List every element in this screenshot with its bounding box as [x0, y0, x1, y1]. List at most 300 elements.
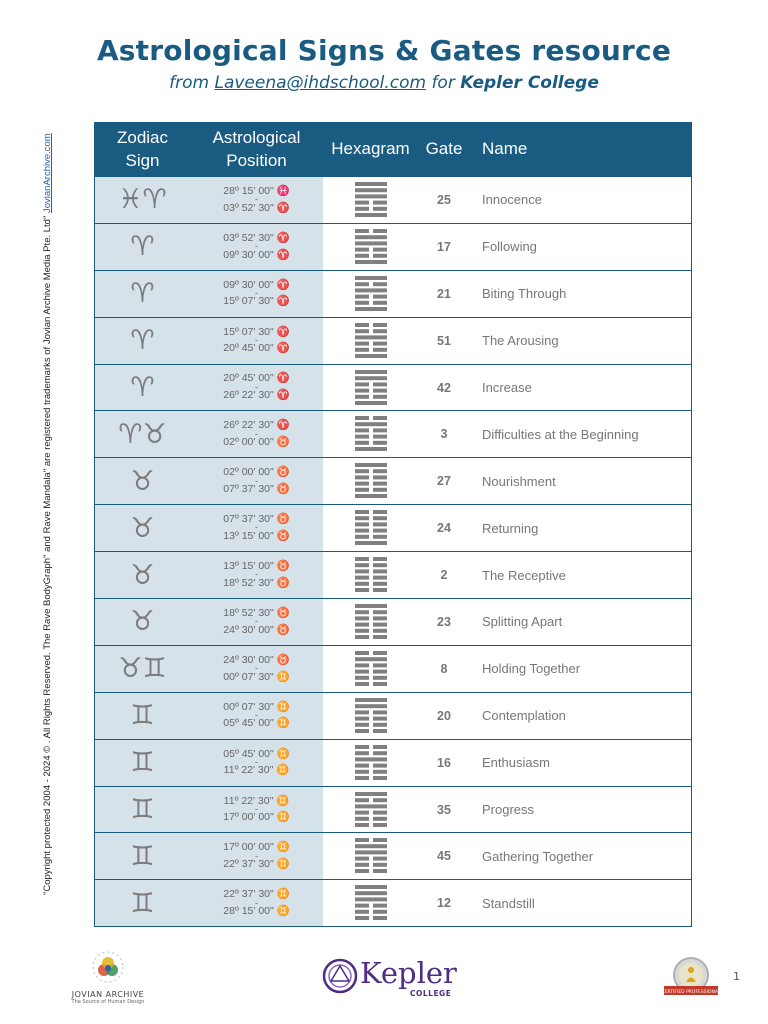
hexagram-line-solid	[355, 401, 387, 405]
header-zodiac-sign: Zodiac Sign	[116, 128, 169, 170]
hexagram-line-broken	[355, 535, 369, 539]
hexagram-line-broken	[355, 776, 369, 780]
hexagram-cell	[323, 318, 418, 364]
zodiac-sign-cell: ♊	[95, 880, 190, 926]
hexagram-cell	[323, 833, 418, 879]
hexagram-line-broken	[355, 588, 369, 592]
hexagram-icon	[355, 416, 387, 452]
astrological-position-cell	[190, 411, 323, 457]
hexagram-line-solid	[355, 704, 387, 708]
hexagram-line-broken	[373, 516, 387, 520]
astrological-position-cell	[190, 740, 323, 786]
hexagram-line-broken	[355, 635, 369, 639]
hexagram-line-solid	[355, 447, 387, 451]
hexagram-line-solid	[355, 792, 387, 796]
kepler-college-text: COLLEGE	[410, 989, 452, 998]
position-to: 26º 22' 30" ♈	[223, 389, 290, 402]
hexagram-line-broken	[373, 469, 387, 473]
hexagram-icon	[355, 323, 387, 359]
hexagram-line-broken	[355, 341, 369, 345]
position-separator: -	[255, 710, 258, 721]
table-row	[95, 270, 691, 317]
hexagram-line-solid	[355, 335, 387, 339]
hexagram-icon	[355, 885, 387, 921]
hexagram-line-solid	[355, 188, 387, 192]
hexagram-line-solid	[355, 845, 387, 849]
hexagram-line-broken	[373, 429, 387, 433]
hexagram-icon	[355, 229, 387, 265]
zodiac-sign-cell: ♈	[95, 365, 190, 411]
hexagram-line-broken	[373, 382, 387, 386]
hexagram-line-broken	[373, 254, 387, 258]
hexagram-cell	[323, 365, 418, 411]
table-row	[95, 364, 691, 411]
hexagram-line-solid	[355, 757, 387, 761]
position-to: 09º 30' 00" ♈	[223, 248, 290, 261]
hexagram-line-broken	[355, 469, 369, 473]
jovian-logo-tagline: The Source of Human Design	[71, 999, 145, 1005]
header-hexagram: Hexagram	[331, 139, 410, 159]
position-separator: -	[255, 569, 258, 580]
hexagram-line-solid	[355, 354, 387, 358]
position-to: 05º 45' 00" ♊	[223, 717, 290, 730]
hexagram-cell	[323, 224, 418, 270]
table-row	[95, 598, 691, 645]
hexagram-cell	[323, 411, 418, 457]
header-astrological-position: Astrological Position	[212, 128, 301, 170]
hexagram-line-broken	[355, 347, 369, 351]
hexagram-line-broken	[373, 623, 387, 627]
gate-name-cell: Holding Together	[482, 661, 581, 677]
table-row	[95, 832, 691, 879]
hexagram-cell	[323, 880, 418, 926]
gate-name-cell: Increase	[482, 380, 532, 395]
hexagram-line-solid	[355, 370, 387, 374]
hexagram-line-broken	[373, 751, 387, 755]
position-separator: -	[255, 803, 258, 814]
position-from: 09º 30' 00" ♈	[223, 278, 290, 291]
position-separator: -	[255, 756, 258, 767]
position-to: 02º 00' 00" ♉	[223, 436, 290, 449]
position-separator: -	[255, 475, 258, 486]
hexagram-line-broken	[355, 563, 369, 567]
jovian-mandala-icon	[86, 950, 130, 984]
table-row	[95, 176, 691, 223]
hexagram-line-solid	[355, 276, 387, 280]
hexagram-line-broken	[355, 416, 369, 420]
zodiac-sign-cell: ♉♊	[95, 646, 190, 692]
subtitle-from: from	[169, 73, 210, 93]
signs-gates-table	[94, 122, 692, 927]
hexagram-line-broken	[355, 729, 369, 733]
hexagram-line-solid	[355, 288, 387, 292]
position-separator: -	[255, 428, 258, 439]
position-from: 02º 00' 00" ♉	[223, 466, 290, 479]
hexagram-line-broken	[373, 282, 387, 286]
zodiac-sign-cell: ♈	[95, 271, 190, 317]
hexagram-icon	[355, 557, 387, 593]
position-to: 07º 37' 30" ♉	[223, 482, 290, 495]
table-row	[95, 317, 691, 364]
hexagram-line-broken	[355, 254, 369, 258]
copyright-notice	[42, 130, 53, 895]
gate-name-cell: Nourishment	[482, 473, 556, 489]
hexagram-line-broken	[355, 441, 369, 445]
hexagram-cell	[323, 740, 418, 786]
gate-number-cell: 42	[437, 380, 451, 395]
hexagram-icon	[355, 792, 387, 828]
zodiac-sign-cell: ♓♈	[95, 177, 190, 223]
hexagram-line-solid	[355, 423, 387, 427]
hexagram-line-broken	[355, 429, 369, 433]
gate-number-cell: 2	[440, 568, 448, 583]
hexagram-line-broken	[355, 745, 369, 749]
hexagram-line-broken	[373, 710, 387, 714]
hexagram-icon	[355, 651, 387, 687]
hexagram-line-broken	[355, 751, 369, 755]
hexagram-line-broken	[355, 838, 369, 842]
hexagram-line-broken	[373, 329, 387, 333]
hexagram-cell	[323, 271, 418, 317]
hexagram-line-broken	[373, 810, 387, 814]
position-from: 28º 15' 00" ♓	[223, 184, 290, 197]
hexagram-line-broken	[355, 610, 369, 614]
hexagram-line-broken	[355, 576, 369, 580]
position-separator: -	[255, 897, 258, 908]
table-row	[95, 223, 691, 270]
hexagram-line-solid	[355, 804, 387, 808]
hexagram-line-broken	[373, 863, 387, 867]
hexagram-line-broken	[355, 523, 369, 527]
hexagram-line-solid	[355, 494, 387, 498]
hexagram-line-broken	[355, 916, 369, 920]
position-from: 26º 22' 30" ♈	[223, 419, 290, 432]
hexagram-line-broken	[373, 588, 387, 592]
gate-name-cell: Biting Through	[482, 286, 567, 302]
table-row	[95, 739, 691, 786]
astrological-position-cell	[190, 271, 323, 317]
jovian-logo-text: JOVIAN ARCHIVE	[71, 990, 145, 999]
hexagram-line-broken	[355, 582, 369, 586]
hexagram-line-broken	[373, 663, 387, 667]
hexagram-icon	[355, 182, 387, 218]
hexagram-icon	[355, 604, 387, 640]
hexagram-line-solid	[355, 182, 387, 186]
position-to: 20º 45' 00" ♈	[223, 342, 290, 355]
hexagram-line-solid	[355, 235, 387, 239]
hexagram-line-broken	[373, 869, 387, 873]
hexagram-line-broken	[373, 341, 387, 345]
email-link[interactable]: Laveena@ihdschool.com	[214, 73, 427, 93]
jovian-archive-logo	[68, 950, 148, 1010]
gate-name-cell: Difficulties at the Beginning	[482, 426, 639, 442]
hexagram-line-broken	[373, 910, 387, 914]
position-separator: -	[255, 288, 258, 299]
hexagram-line-broken	[355, 207, 369, 211]
hexagram-line-broken	[373, 247, 387, 251]
hexagram-line-broken	[355, 557, 369, 561]
position-from: 24º 30' 00" ♉	[223, 653, 290, 666]
astrological-position-cell	[190, 177, 323, 223]
hexagram-line-broken	[355, 857, 369, 861]
position-from: 11º 22' 30" ♊	[223, 794, 290, 807]
position-separator: -	[255, 241, 258, 252]
hexagram-line-solid	[355, 898, 387, 902]
astrological-position-cell	[190, 224, 323, 270]
hexagram-line-broken	[355, 716, 369, 720]
gate-name-cell: Innocence	[482, 192, 542, 208]
hexagram-cell	[323, 599, 418, 645]
hexagram-line-solid	[355, 541, 387, 545]
zodiac-sign-cell: ♉	[95, 552, 190, 598]
hexagram-cell	[323, 552, 418, 598]
gate-name-cell: Progress	[482, 802, 535, 818]
position-from: 05º 45' 00" ♊	[223, 747, 290, 760]
astrological-position-cell	[190, 693, 323, 739]
position-separator: -	[255, 194, 258, 205]
position-to: 22º 37' 30" ♊	[223, 858, 290, 871]
gate-number-cell: 20	[437, 708, 451, 723]
gate-name-cell: Following	[482, 239, 537, 255]
hexagram-line-broken	[373, 488, 387, 492]
kepler-college-logo	[322, 956, 457, 1000]
gate-number-cell: 12	[437, 896, 451, 911]
gate-number-cell: 17	[437, 239, 451, 254]
table-row	[95, 410, 691, 457]
hexagram-line-broken	[355, 323, 369, 327]
page-number: 1	[733, 970, 740, 983]
hexagram-line-solid	[355, 241, 387, 245]
hexagram-line-solid	[355, 657, 387, 661]
position-from: 07º 37' 30" ♉	[223, 513, 290, 526]
astrological-position-cell	[190, 787, 323, 833]
hexagram-line-broken	[373, 904, 387, 908]
hexagram-line-broken	[373, 651, 387, 655]
position-to: 24º 30' 00" ♉	[223, 623, 290, 636]
hexagram-line-solid	[355, 307, 387, 311]
hexagram-line-broken	[373, 435, 387, 439]
gate-number-cell: 23	[437, 614, 451, 629]
hexagram-line-broken	[355, 476, 369, 480]
hexagram-line-solid	[355, 885, 387, 889]
hexagram-line-broken	[373, 616, 387, 620]
position-from: 17º 00' 00" ♊	[223, 841, 290, 854]
gate-number-cell: 24	[437, 521, 451, 536]
hexagram-line-solid	[355, 891, 387, 895]
hexagram-line-broken	[355, 676, 369, 680]
hexagram-cell	[323, 693, 418, 739]
hexagram-line-broken	[355, 516, 369, 520]
hexagram-line-broken	[355, 229, 369, 233]
position-separator: -	[255, 334, 258, 345]
zodiac-sign-cell: ♊	[95, 833, 190, 879]
gate-number-cell: 35	[437, 802, 451, 817]
hexagram-line-broken	[373, 857, 387, 861]
zodiac-sign-cell: ♉	[95, 505, 190, 551]
hexagram-line-broken	[373, 635, 387, 639]
certified-badge-icon	[662, 955, 720, 1001]
hexagram-line-solid	[355, 604, 387, 608]
position-separator: -	[255, 663, 258, 674]
college-name: Kepler College	[460, 73, 599, 93]
hexagram-line-broken	[355, 282, 369, 286]
gate-number-cell: 45	[437, 849, 451, 864]
badge-label: CERTIFIED PROFESSIONAL	[662, 990, 720, 995]
astrological-position-cell	[190, 599, 323, 645]
gate-number-cell: 21	[437, 286, 451, 301]
hexagram-line-broken	[355, 910, 369, 914]
hexagram-line-broken	[373, 301, 387, 305]
hexagram-cell	[323, 646, 418, 692]
jovian-archive-link[interactable]: JovianArchive.com	[42, 133, 53, 214]
hexagram-line-broken	[373, 441, 387, 445]
zodiac-sign-cell: ♉	[95, 599, 190, 645]
gate-name-cell: The Receptive	[482, 567, 566, 583]
hexagram-line-broken	[355, 763, 369, 767]
table-header	[95, 123, 691, 176]
hexagram-line-broken	[355, 663, 369, 667]
gate-number-cell: 8	[440, 661, 448, 676]
hexagram-line-broken	[373, 582, 387, 586]
hexagram-line-broken	[355, 816, 369, 820]
hexagram-icon	[355, 745, 387, 781]
hexagram-line-broken	[373, 669, 387, 673]
astrological-position-cell	[190, 833, 323, 879]
hexagram-line-broken	[373, 569, 387, 573]
certified-professional-badge	[662, 955, 720, 1001]
hexagram-cell	[323, 177, 418, 223]
hexagram-line-broken	[355, 247, 369, 251]
astrological-position-cell	[190, 505, 323, 551]
position-from: 13º 15' 00" ♉	[223, 560, 290, 573]
hexagram-line-solid	[355, 213, 387, 217]
copyright-text: "Copyright protected 2004 - 2024 © . All Rights Reserved. The Rave BodyGraph" and Rave Mandala" are registered trademarks of Jovian Archive Media Pte. Ltd"	[42, 215, 53, 895]
hexagram-line-broken	[373, 769, 387, 773]
hexagram-line-broken	[355, 382, 369, 386]
hexagram-line-broken	[355, 904, 369, 908]
table-row	[95, 504, 691, 551]
zodiac-sign-cell: ♉	[95, 458, 190, 504]
hexagram-line-broken	[373, 476, 387, 480]
astrological-position-cell	[190, 646, 323, 692]
hexagram-line-broken	[355, 388, 369, 392]
hexagram-line-broken	[373, 529, 387, 533]
header-name: Name	[482, 139, 528, 159]
table-row	[95, 457, 691, 504]
zodiac-sign-cell: ♈	[95, 224, 190, 270]
hexagram-line-broken	[373, 388, 387, 392]
hexagram-line-broken	[373, 716, 387, 720]
astrological-position-cell	[190, 552, 323, 598]
gate-name-cell: The Arousing	[482, 333, 559, 349]
gate-name-cell: Returning	[482, 520, 539, 536]
hexagram-line-broken	[355, 623, 369, 627]
hexagram-line-broken	[373, 816, 387, 820]
hexagram-line-broken	[355, 629, 369, 633]
position-from: 20º 45' 00" ♈	[223, 372, 290, 385]
position-separator: -	[255, 522, 258, 533]
hexagram-line-broken	[373, 798, 387, 802]
zodiac-sign-cell: ♈♉	[95, 411, 190, 457]
hexagram-line-broken	[355, 510, 369, 514]
header-gate: Gate	[425, 139, 463, 159]
hexagram-icon	[355, 276, 387, 312]
hexagram-line-broken	[355, 488, 369, 492]
hexagram-line-broken	[373, 682, 387, 686]
gate-name-cell: Gathering Together	[482, 848, 594, 864]
table-row	[95, 692, 691, 739]
hexagram-line-solid	[355, 463, 387, 467]
hexagram-line-broken	[355, 294, 369, 298]
hexagram-line-broken	[373, 323, 387, 327]
position-to: 28º 15' 00" ♊	[223, 905, 290, 917]
hexagram-line-broken	[373, 510, 387, 514]
hexagram-line-broken	[373, 776, 387, 780]
table-row	[95, 645, 691, 692]
gate-name-cell: Splitting Apart	[482, 614, 563, 630]
position-to: 03º 52' 30" ♈	[223, 201, 290, 214]
gate-number-cell: 3	[440, 427, 448, 442]
hexagram-line-broken	[355, 394, 369, 398]
hexagram-line-broken	[355, 682, 369, 686]
hexagram-icon	[355, 838, 387, 874]
position-from: 18º 52' 30" ♉	[223, 606, 290, 619]
hexagram-line-broken	[373, 723, 387, 727]
hexagram-icon	[355, 510, 387, 546]
hexagram-line-broken	[373, 294, 387, 298]
hexagram-line-broken	[355, 329, 369, 333]
kepler-wordmark: Kepler	[360, 956, 457, 990]
astrological-position-cell	[190, 365, 323, 411]
hexagram-line-broken	[355, 529, 369, 533]
hexagram-line-broken	[355, 710, 369, 714]
hexagram-line-broken	[373, 416, 387, 420]
hexagram-line-broken	[355, 669, 369, 673]
position-from: 00º 07' 30" ♊	[223, 700, 290, 713]
hexagram-line-broken	[355, 482, 369, 486]
hexagram-line-broken	[355, 823, 369, 827]
page-subtitle	[0, 73, 768, 93]
hexagram-line-broken	[373, 229, 387, 233]
position-separator: -	[255, 616, 258, 627]
hexagram-line-broken	[373, 916, 387, 920]
hexagram-line-solid	[355, 376, 387, 380]
gate-name-cell: Enthusiasm	[482, 755, 550, 771]
hexagram-line-broken	[373, 676, 387, 680]
position-to: 13º 15' 00" ♉	[223, 529, 290, 542]
hexagram-line-broken	[355, 769, 369, 773]
position-to: 17º 00' 00" ♊	[223, 811, 290, 824]
gate-number-cell: 51	[437, 333, 451, 348]
position-to: 11º 22' 30" ♊	[223, 764, 290, 777]
position-from: 22º 37' 30" ♊	[223, 888, 290, 901]
zodiac-sign-cell: ♈	[95, 318, 190, 364]
hexagram-line-broken	[373, 557, 387, 561]
position-from: 15º 07' 30" ♈	[223, 325, 290, 338]
hexagram-line-broken	[355, 869, 369, 873]
hexagram-icon	[355, 370, 387, 406]
position-separator: -	[255, 850, 258, 861]
hexagram-line-broken	[355, 301, 369, 305]
hexagram-line-broken	[355, 810, 369, 814]
hexagram-cell	[323, 787, 418, 833]
gate-name-cell: Standstill	[482, 895, 535, 911]
position-to: 15º 07' 30" ♈	[223, 295, 290, 308]
hexagram-line-broken	[373, 745, 387, 749]
zodiac-sign-cell: ♊	[95, 693, 190, 739]
gate-name-cell: Contemplation	[482, 708, 566, 724]
hexagram-line-solid	[355, 851, 387, 855]
